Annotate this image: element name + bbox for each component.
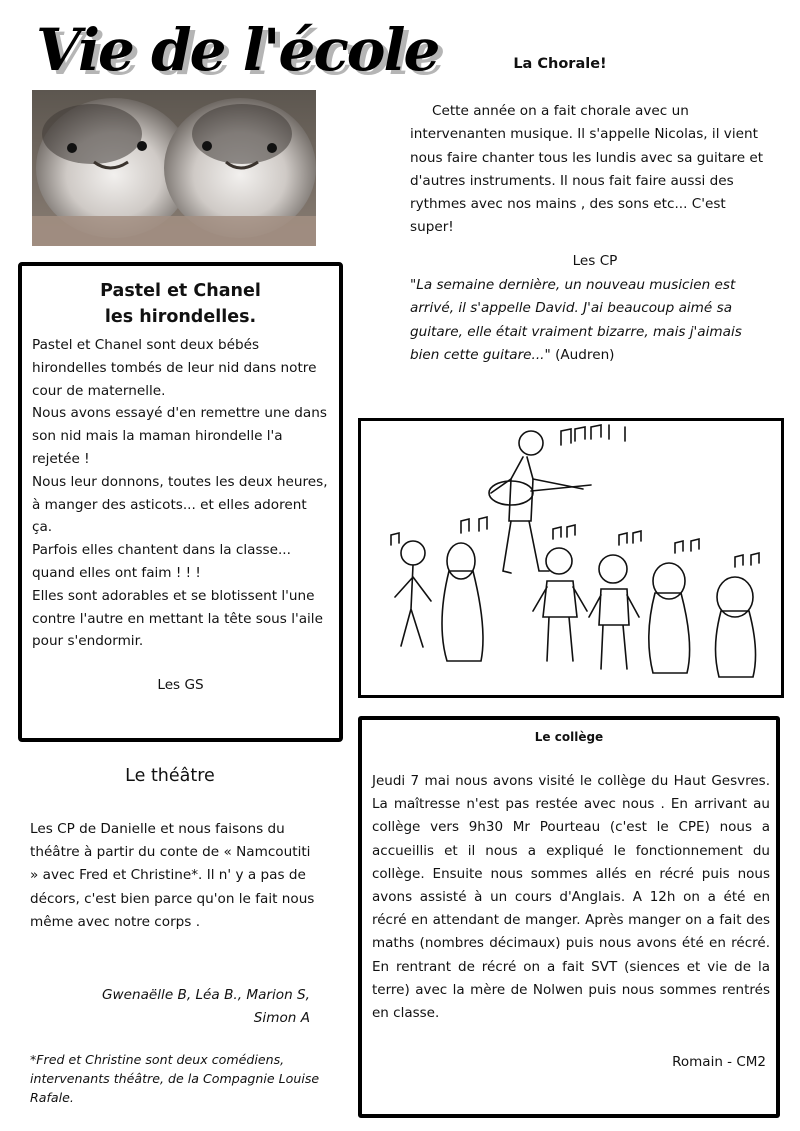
- college-article-box: [358, 716, 780, 1118]
- chorale-drawing-illustration: [361, 421, 781, 695]
- pastel-paragraph: Nous avons essayé d'en remettre une dans son nid mais la maman hirondelle l'a rejetée !: [32, 405, 327, 467]
- pastel-paragraph: Pastel et Chanel sont deux bébés hirondelles tombés de leur nid dans notre cour de maternelle.: [32, 337, 317, 399]
- college-title: Le collège: [534, 730, 604, 744]
- chorale-drawing: [358, 418, 784, 698]
- swallows-photo: [32, 90, 316, 246]
- chorale-body: Cette année on a fait chorale avec un intervenanten musique. Il s'appelle Nicolas, il vient nous faire chanter tous les lundis avec sa guitare et d'autres instruments. Il nous fait faire aussi des rythmes avec nos mains , des sons etc... C'est super!: [410, 103, 764, 236]
- theatre-body: Les CP de Danielle et nous faisons du théâtre à partir du conte de « Namcoutiti » avec Fred et Christine*. Il n' y a pas de décors, c'est bien parce qu'on le fait nous même avec notre corps .: [30, 821, 315, 930]
- college-body: Jeudi 7 mai nous avons visité le collège du Haut Gesvres. La maîtresse n'est pas restée avec nous . En arrivant au collège vers 9h30 Mr Pourteau (c'est le CPE) nous a accueillis et il nous a expliqué le fonctionnement du collège. Ensuite nous sommes allés en récré puis nous avons assisté à un cours d'Anglais. A 12h on a été en récré en attendant de manger. Après manger on a fait des maths (nombres décimaux) puis nous avons été en récré. En rentrant de récré on a fait SVT (siences et vie de la terre) avec la mère de Nolwen puis nous sommes rentrés en classe.: [372, 773, 770, 1022]
- theatre-title: Le théâtre: [125, 766, 215, 786]
- theatre-footnote: *Fred et Christine sont deux comédiens, intervenants théâtre, de la Compagnie Louise Rafale.: [30, 1052, 320, 1105]
- theatre-authors: Gwenaëlle B, Léa B., Marion S, Simon A: [101, 987, 310, 1026]
- cp-quote: "La semaine dernière, un nouveau musicien est arrivé, il s'appelle David. J'ai beaucoup aimé sa guitare, elle était vraiment bizarre, mais j'aimais bien cette guitare..." (Audren): [410, 277, 742, 363]
- pastel-article-box: [18, 262, 343, 742]
- pastel-paragraph: Parfois elles chantent dans la classe... quand elles ont faim ! ! !: [32, 542, 291, 581]
- swallows-photo-illustration: [32, 90, 316, 246]
- college-signature: Romain - CM2: [672, 1054, 766, 1070]
- pastel-article-title: Pastel et Chanel les hirondelles.: [100, 281, 261, 327]
- pastel-article-body: [32, 334, 329, 653]
- masthead-title: Vie de l'école: [36, 16, 439, 84]
- cp-title: Les CP: [572, 253, 618, 269]
- pastel-signature: Les GS: [157, 677, 204, 694]
- pastel-paragraph: Nous leur donnons, toutes les deux heures, à manger des asticots... et elles adorent ça.: [32, 473, 328, 536]
- chorale-title: La Chorale!: [513, 56, 607, 72]
- pastel-paragraph: Elles sont adorables et se blotissent l'une contre l'autre en mettant la tête sous l'aile pour s'endormir.: [32, 587, 323, 650]
